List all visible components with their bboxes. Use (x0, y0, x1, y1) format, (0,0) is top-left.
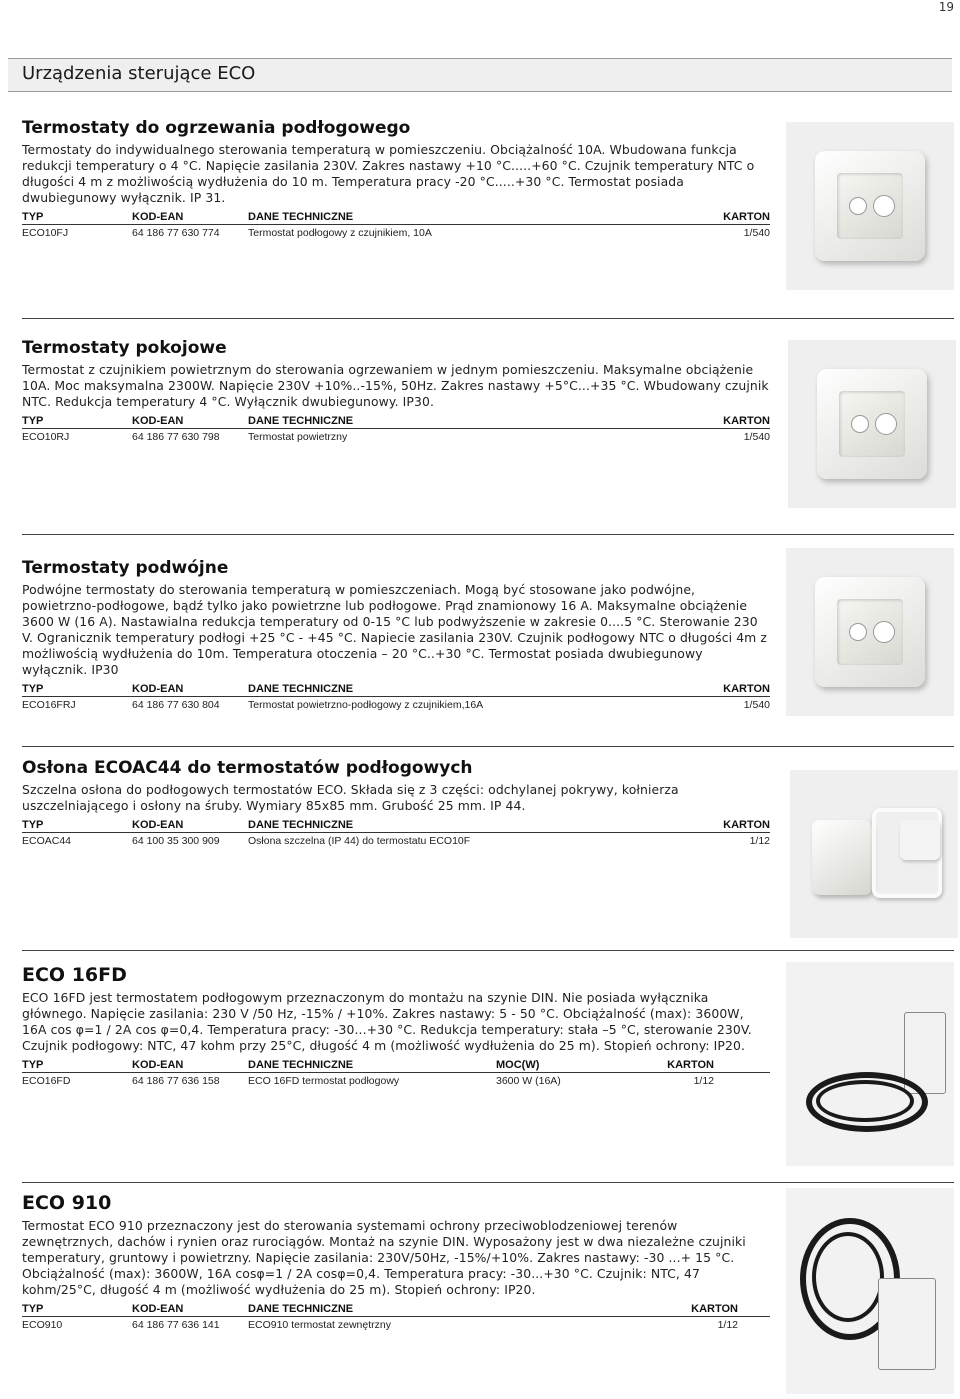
header-dane: DANE TECHNICZNE (248, 1059, 354, 1071)
cell-kod: 64 100 35 300 909 (132, 835, 220, 847)
header-dane: DANE TECHNICZNE (248, 819, 354, 831)
spec-header (22, 1057, 770, 1073)
section-title: Osłona ECOAC44 do termostatów podłogowych (22, 758, 473, 778)
cell-karton: 1/540 (743, 699, 770, 711)
spec-table (22, 1057, 770, 1091)
header-typ: TYP (22, 1303, 44, 1315)
table-row (22, 833, 770, 851)
divider (22, 950, 954, 951)
cell-typ: ECO16FD (22, 1075, 71, 1087)
header-typ: TYP (22, 819, 44, 831)
cell-karton: 1/540 (743, 227, 770, 239)
spec-table (22, 1301, 770, 1335)
cell-kod: 64 186 77 630 798 (132, 431, 220, 443)
section-description: Podwójne termostaty do sterowania temperaturą w pomieszczeniach. Mogą być stosowane jako podwójne, powietrzno-podłogowe, bądź tylko jako powietrzne lub podłogowe. Prąd znamionowy 16 A. Maksymalne obciążenie 3600 W (16 A). Nastawialna redukcja temperatury od 0-15 °C lub podwyższenie w zakresie 0....5 °C. Sterowanie 230 V. Ogranicznik temperatury podłogi +25 °C - +45 °C. Napiecie zasilania 230V. Czujnik podłogowy NTC o długości 4m z możliwością wydłużenia do 10m. Temperatura otoczenia – 20 °C..+30 °C. Termostat posiada dwubiegunowy wyłącznik. IP30 (22, 582, 767, 677)
table-row (22, 697, 770, 715)
header-typ: TYP (22, 415, 44, 427)
header-kod: KOD-EAN (132, 1059, 184, 1071)
spec-header (22, 681, 770, 697)
header-typ: TYP (22, 1059, 44, 1071)
cell-dane: Termostat powietrzno-podłogowy z czujnikiem,16A (248, 699, 484, 711)
page-title-box (8, 58, 952, 92)
header-karton: KARTON (691, 1303, 738, 1315)
product-image-floor-thermostat (786, 122, 954, 290)
cell-typ: ECO10RJ (22, 431, 70, 443)
cell-dane: Termostat podłogowy z czujnikiem, 10A (248, 227, 432, 239)
spec-table (22, 681, 770, 715)
header-karton: KARTON (723, 819, 770, 831)
divider (22, 534, 954, 535)
header-karton: KARTON (723, 415, 770, 427)
product-image-eco910 (786, 1188, 954, 1394)
page-title: Urządzenia sterujące ECO (22, 63, 256, 84)
header-kod: KOD-EAN (132, 211, 184, 223)
header-kod: KOD-EAN (132, 819, 184, 831)
header-dane: DANE TECHNICZNE (248, 415, 354, 427)
cell-dane: ECO910 termostat zewnętrzny (248, 1319, 391, 1331)
product-image-cover (790, 770, 958, 938)
divider (22, 318, 954, 319)
cell-kod: 64 186 77 636 158 (132, 1075, 220, 1087)
header-kod: KOD-EAN (132, 415, 184, 427)
section-title: ECO 16FD (22, 964, 127, 986)
header-dane: DANE TECHNICZNE (248, 683, 354, 695)
product-image-dual-thermostat (786, 548, 954, 716)
page-number: 19 (938, 0, 954, 14)
cell-kod: 64 186 77 636 141 (132, 1319, 220, 1331)
table-row (22, 429, 770, 447)
cell-karton: 1/540 (743, 431, 770, 443)
section-title: ECO 910 (22, 1192, 112, 1214)
header-karton: KARTON (723, 683, 770, 695)
section-title: Termostaty pokojowe (22, 338, 227, 358)
spec-header (22, 413, 770, 429)
section-ecoac44-cover (22, 758, 770, 851)
cell-dane: Termostat powietrzny (248, 431, 348, 443)
cell-dane: Osłona szczelna (IP 44) do termostatu ECO10F (248, 835, 471, 847)
header-dane: DANE TECHNICZNE (248, 211, 354, 223)
product-image-room-thermostat (788, 340, 956, 508)
header-kod: KOD-EAN (132, 683, 184, 695)
spec-table (22, 209, 770, 243)
spec-table (22, 413, 770, 447)
section-description: ECO 16FD jest termostatem podłogowym przeznaczonym do montażu na szynie DIN. Nie posiada wyłącznika głównego. Napięcie zasilania: 230 V /50 Hz, -15% / +10%. Zakres nastawy: 5 - 50 °C. Obciążalność (max): 3600W, 16A cos φ=1 / 2A cos φ=0,4. Temperatura pracy: -30...+30 °C. Redukcja temperatury: stała –5 °C, sterowanie 230V. Czujnik podłogowy: NTC, 47 kohm przy 25°C, długość 4 m (możliwość wydłużenia do 25 m). Stopień ochrony: IP20. (22, 990, 752, 1053)
section-description: Termostat z czujnikiem powietrznym do sterowania ogrzewaniem w jednym pomieszczeniu. Maksymalne obciążenie 10A. Moc maksymalna 2300W. Napięcie 230V +10%..-15%, 50Hz. Zakres nastawy +5°C...+35 °C. Wbudowany czujnik NTC. Redukcja temperatury 4 °C. Wyłącznik dwubiegunowy. IP30. (22, 362, 769, 409)
header-karton: KARTON (667, 1059, 714, 1071)
spec-table (22, 817, 770, 851)
section-dual-thermostats (22, 558, 770, 715)
cell-moc: 3600 W (16A) (496, 1075, 561, 1087)
cell-dane: ECO 16FD termostat podłogowy (248, 1075, 400, 1087)
header-dane: DANE TECHNICZNE (248, 1303, 354, 1315)
section-title: Termostaty do ogrzewania podłogowego (22, 118, 411, 138)
header-moc: MOC(W) (496, 1059, 540, 1071)
section-description: Szczelna osłona do podłogowych termostatów ECO. Składa się z 3 części: odchylanej pokrywy, kołnierza uszczelniającego i osłony na śruby. Wymiary 85x85 mm. Grubość 25 mm. IP 44. (22, 782, 679, 813)
cell-typ: ECOAC44 (22, 835, 72, 847)
cell-karton: 1/12 (749, 835, 770, 847)
section-floor-thermostats (22, 118, 770, 243)
cell-karton: 1/12 (693, 1075, 714, 1087)
table-row (22, 225, 770, 243)
header-kod: KOD-EAN (132, 1303, 184, 1315)
section-description: Termostaty do indywidualnego sterowania temperaturą w pomieszczeniu. Obciążalność 10A. Wbudowana funkcja redukcji temperatury o 4 °C. Napięcie zasilania 230V. Zakres nastawy +10 °C.....+60 °C. Czujnik temperatury NTC o długości 4 m z możliwością wydłużenia do 10 m. Temperatura pracy -20 °C.....+30 °C. Termostat posiada dwubiegunowy wyłącznik. IP 31. (22, 142, 755, 205)
header-typ: TYP (22, 211, 44, 223)
spec-header (22, 1301, 770, 1317)
spec-header (22, 817, 770, 833)
section-description: Termostat ECO 910 przeznaczony jest do sterowania systemami ochrony przeciwoblodzeniowej terenów zewnętrznych, dachów i rynien oraz rurociągów. Montaż na szynie DIN. Wyposażony jest w dwa niezależne czujniki temperatury, gruntowy i powietrzny. Napięcie zasilania: 230V/50Hz, -15%/+10%. Zakres nastawy: -30 ...+ 15 °C. Obciążalność (max): 3600W, 16A cosφ=1 / 2A cosφ=0,4. Temperatura pracy: -30...+30 °C. Czujnik: NTC, 47 kohm/25°C, długość 4 m (możliwość wydłużenia do 25 m). Stopień ochrony: IP20. (22, 1218, 746, 1297)
spec-header (22, 209, 770, 225)
table-row (22, 1073, 770, 1091)
section-eco910 (22, 1192, 770, 1335)
header-karton: KARTON (723, 211, 770, 223)
table-row (22, 1317, 770, 1335)
cell-typ: ECO910 (22, 1319, 63, 1331)
cell-kod: 64 186 77 630 804 (132, 699, 220, 711)
cell-karton: 1/12 (717, 1319, 738, 1331)
section-room-thermostats (22, 338, 770, 447)
section-eco16fd (22, 964, 770, 1091)
divider (22, 1182, 954, 1183)
header-typ: TYP (22, 683, 44, 695)
section-title: Termostaty podwójne (22, 558, 229, 578)
product-image-eco16fd (786, 962, 954, 1166)
cell-typ: ECO16FRJ (22, 699, 76, 711)
cell-kod: 64 186 77 630 774 (132, 227, 220, 239)
cell-typ: ECO10FJ (22, 227, 69, 239)
divider (22, 746, 954, 747)
